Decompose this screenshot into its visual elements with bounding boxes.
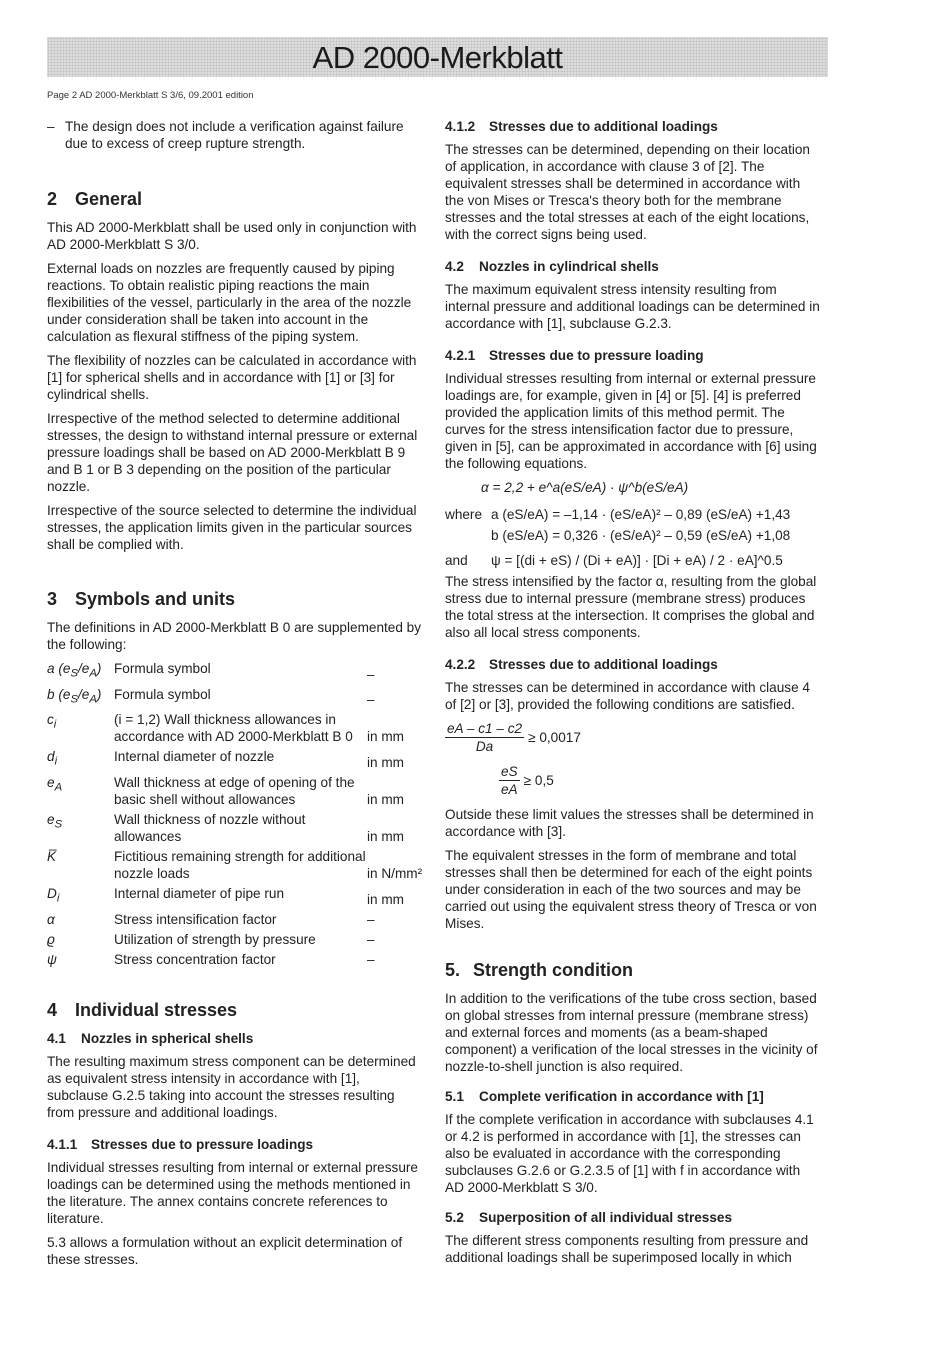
desc-cell: Wall thickness of nozzle without allowances [114, 812, 306, 845]
symbols-table [47, 660, 423, 971]
table-row [47, 660, 423, 686]
bullet-dash: – [47, 119, 55, 134]
subsection-number: 4.1.2 [445, 119, 476, 134]
symbol-cell: ϱ [47, 931, 55, 947]
unit-cell: in N/mm² [367, 866, 423, 882]
subsection-5-2-heading [445, 1209, 821, 1226]
subsection-number: 4.2 [445, 259, 464, 274]
paragraph: Irrespective of the method selected to determine additional stresses, the design to withstand internal pressure or external pressure loadings shall be based on AD 2000-Merkblatt B 9 and B 1 or B 3 depending on the position of the particular nozzle. [47, 411, 418, 494]
right-column [445, 118, 821, 1273]
symbol-cell: α [47, 911, 55, 927]
unit-cell: in mm [367, 729, 405, 745]
desc-cell: (i = 1,2) Wall thickness allowances in accordance with AD 2000-Merkblatt B 0 [114, 712, 353, 745]
condition-2 [445, 763, 821, 798]
section-number: 4 [47, 999, 58, 1020]
banner-title: AD 2000-Merkblatt [312, 40, 563, 75]
table-row [47, 911, 423, 931]
subsection-title: Stresses due to additional loadings [489, 657, 718, 672]
spacer [445, 527, 491, 544]
numerator: eA – c1 – c2 [447, 721, 523, 736]
paragraph: Individual stresses resulting from internal or external pressure loadings are, for example, given in [4] or [5]. [4] is preferred provided the application limits of this method permit. The curves for the stress intensification factor due to pressure, given in [5], can be approximated in accordance with [6] using the following equations. [445, 371, 817, 471]
equation-b-row [445, 527, 821, 544]
subsection-number: 4.2.1 [445, 348, 476, 363]
equation-a-row [445, 506, 821, 523]
table-row [47, 885, 423, 911]
numerator: eS [501, 764, 518, 779]
paragraph: The equivalent stresses in the form of membrane and total stresses shall then be determined for each of the eight points under consideration in each of the two sources and may be carried out using the equivalent stress theory of Tresca or von Mises. [445, 848, 817, 931]
fraction [445, 720, 524, 755]
desc-cell: Internal diameter of nozzle [114, 749, 275, 765]
table-row [47, 748, 423, 774]
subsection-number: 5.2 [445, 1210, 464, 1225]
symbol-cell: $d_i$ [47, 749, 58, 769]
unit-cell: – [367, 692, 375, 708]
subsection-title: Nozzles in cylindrical shells [479, 259, 659, 274]
equation-psi: ψ = [(di + eS) / (Di + eA)] · [Di + eA) / 2 · eA]^0.5 [491, 553, 783, 568]
subsection-4-1-1-heading [47, 1136, 423, 1153]
unit-cell: in mm [367, 755, 405, 771]
unit-cell: – [367, 951, 375, 967]
section-title: Symbols and units [75, 589, 236, 609]
paragraph: The flexibility of nozzles can be calculated in accordance with [1] for spherical shells and in accordance with [1] or [3] for cylindrical shells. [47, 353, 417, 402]
symbol-cell: a $(e_S/e_A)$ [47, 661, 102, 680]
paragraph: If the complete verification in accordance with subclauses 4.1 or 4.2 is performed in accordance with [1], the stresses can also be evaluated in accordance with the corresponding subclauses G.2.6 or G.2.3.5 of [1] with f in accordance with AD 2000-Merkblatt S 3/0. [445, 1112, 814, 1195]
unit-cell: – [367, 931, 375, 947]
section-3-heading [47, 588, 423, 610]
table-row [47, 951, 423, 971]
paragraph: The stresses can be determined in accordance with clause 4 of [2] or [3], provided the following conditions are satisfied. [445, 680, 810, 712]
desc-cell: Internal diameter of pipe run [114, 886, 285, 902]
subsection-title: Stresses due to pressure loadings [91, 1136, 314, 1152]
subsection-5-1-heading [445, 1088, 821, 1105]
paragraph: External loads on nozzles are frequently caused by piping reactions. To obtain realistic piping reactions the main flexibilities of the vessel, particularly in the area of the nozzle under consideration shall be taken into account in the calculation as flexural stiffness of the piping system. [47, 261, 412, 344]
desc-cell: Stress concentration factor [114, 951, 276, 967]
paragraph: The stress intensified by the factor α, resulting from the global stress due to internal pressure (membrane stress) produces the total stress at the intersection. It comprises the global and also all local stress components. [445, 574, 817, 640]
unit-cell: in mm [367, 891, 405, 907]
paragraph: The definitions in AD 2000-Merkblatt B 0 are supplemented by the following: [47, 620, 422, 652]
desc-cell: Formula symbol [114, 661, 211, 676]
desc-cell: Formula symbol [114, 686, 211, 702]
paragraph: Individual stresses resulting from internal or external pressure loadings can be determined using the methods mentioned in the literature. The annex contains concrete references to literature. [47, 1159, 418, 1226]
and-label: and [445, 553, 468, 568]
header-banner [47, 37, 828, 77]
denominator: eA [501, 782, 518, 797]
symbol-cell: b $(e_S/e_A)$ [47, 686, 102, 706]
unit-cell: in mm [367, 829, 405, 845]
table-row [47, 774, 423, 811]
paragraph: In addition to the verifications of the tube cross section, based on global stresses from internal pressure (membrane stress) and external forces and moments (as a beam-shaped component) a verification of the local stresses in the vicinity of nozzle-to-shell junction is also required. [445, 991, 818, 1074]
symbol-cell: $e_S$ [47, 812, 63, 831]
left-column [47, 118, 423, 1275]
subsection-title: Stresses due to additional loadings [489, 119, 718, 134]
paragraph: The stresses can be determined, depending on their location of application, in accordance with clause 3 of [2]. The equivalent stresses shall be determined in accordance with the von Mises or Tresca's theory both for the membrane stresses and the total stresses at each of the eight locations, with the correct signs being used. [445, 142, 810, 242]
subsection-title: Nozzles in spherical shells [81, 1030, 254, 1046]
bullet-text: The design does not include a verification against failure due to excess of creep rupture strength. [65, 119, 404, 151]
paragraph: The different stress components resulting from pressure and additional loadings shall be superimposed locally in which [445, 1233, 809, 1265]
desc-cell: Fictitious remaining strength for additional nozzle loads [114, 849, 366, 882]
subsection-title: Stresses due to pressure loading [489, 348, 704, 363]
paragraph: Irrespective of the source selected to determine the individual stresses, the application limits given in the particular sources shall be complied with. [47, 503, 417, 552]
subsection-number: 4.1 [47, 1030, 66, 1046]
page-reference: Page 2 AD 2000-Merkblatt S 3/6, 09.2001 edition [47, 90, 254, 101]
paragraph: Outside these limit values the stresses shall be determined in accordance with [3]. [445, 807, 814, 839]
desc-cell: Wall thickness at edge of opening of the basic shell without allowances [114, 775, 355, 808]
bullet-item [47, 118, 423, 152]
equation-psi-row [445, 552, 821, 569]
section-5-heading [445, 959, 821, 981]
section-4-heading [47, 999, 423, 1021]
where-label: where [445, 507, 483, 522]
symbol-cell: $c_i$ [47, 712, 57, 732]
subsection-title: Complete verification in accordance with [1] [479, 1089, 764, 1104]
section-number: 5. [445, 960, 461, 980]
symbol-cell: ψ [47, 951, 57, 967]
table-row [47, 848, 423, 885]
subsection-title: Superposition of all individual stresses [479, 1210, 733, 1225]
paragraph: The maximum equivalent stress intensity resulting from internal pressure and additional loadings can be determined in accordance with [1], subclause G.2.3. [445, 282, 820, 331]
table-row [47, 686, 423, 712]
section-number: 2 [47, 189, 58, 209]
condition-1 [445, 720, 821, 755]
desc-cell: Utilization of strength by pressure [114, 931, 316, 947]
table-row [47, 811, 423, 848]
paragraph: The resulting maximum stress component can be determined as equivalent stress intensity in accordance with [1], subclause G.2.5 taking into account the stresses resulting from pressure and additional loadings. [47, 1053, 416, 1120]
section-title: Individual stresses [75, 999, 238, 1020]
subsection-number: 4.2.2 [445, 657, 476, 672]
fraction [499, 763, 520, 798]
table-row [47, 931, 423, 951]
unit-cell: – [367, 666, 375, 682]
subsection-number: 4.1.1 [47, 1136, 78, 1152]
section-title: Strength condition [473, 960, 633, 980]
section-number: 3 [47, 589, 58, 609]
subsection-4-2-2-heading [445, 656, 821, 673]
symbol-cell: K̅ [47, 849, 57, 865]
section-2-heading [47, 188, 423, 210]
equation-b: b (eS/eA) = 0,326 · (eS/eA)² – 0,59 (eS/eA) +1,08 [491, 528, 791, 543]
equation-a: a (eS/eA) = –1,14 · (eS/eA)² – 0,89 (eS/eA) +1,43 [491, 507, 791, 522]
subsection-number: 5.1 [445, 1089, 464, 1104]
unit-cell: – [367, 911, 375, 927]
subsection-4-1-heading [47, 1030, 423, 1047]
condition-rhs: ≥ 0,0017 [528, 730, 581, 745]
paragraph: 5.3 allows a formulation without an explicit determination of these stresses. [47, 1234, 403, 1267]
subsection-4-2-1-heading [445, 347, 821, 364]
condition-rhs: ≥ 0,5 [523, 773, 554, 788]
symbol-cell: $D_i$ [47, 886, 60, 905]
desc-cell: Stress intensification factor [114, 911, 277, 927]
paragraph: This AD 2000-Merkblatt shall be used only in conjunction with AD 2000-Merkblatt S 3/0. [47, 220, 417, 252]
unit-cell: in mm [367, 792, 405, 808]
subsection-4-1-2-heading [445, 118, 821, 135]
section-title: General [75, 189, 143, 209]
subsection-4-2-heading [445, 258, 821, 275]
denominator: Da [475, 739, 494, 754]
table-row [47, 711, 423, 748]
equation-alpha: α = 2,2 + e^a(eS/eA) · ψ^b(eS/eA) [481, 480, 689, 495]
symbol-cell: $e_A$ [47, 775, 63, 794]
